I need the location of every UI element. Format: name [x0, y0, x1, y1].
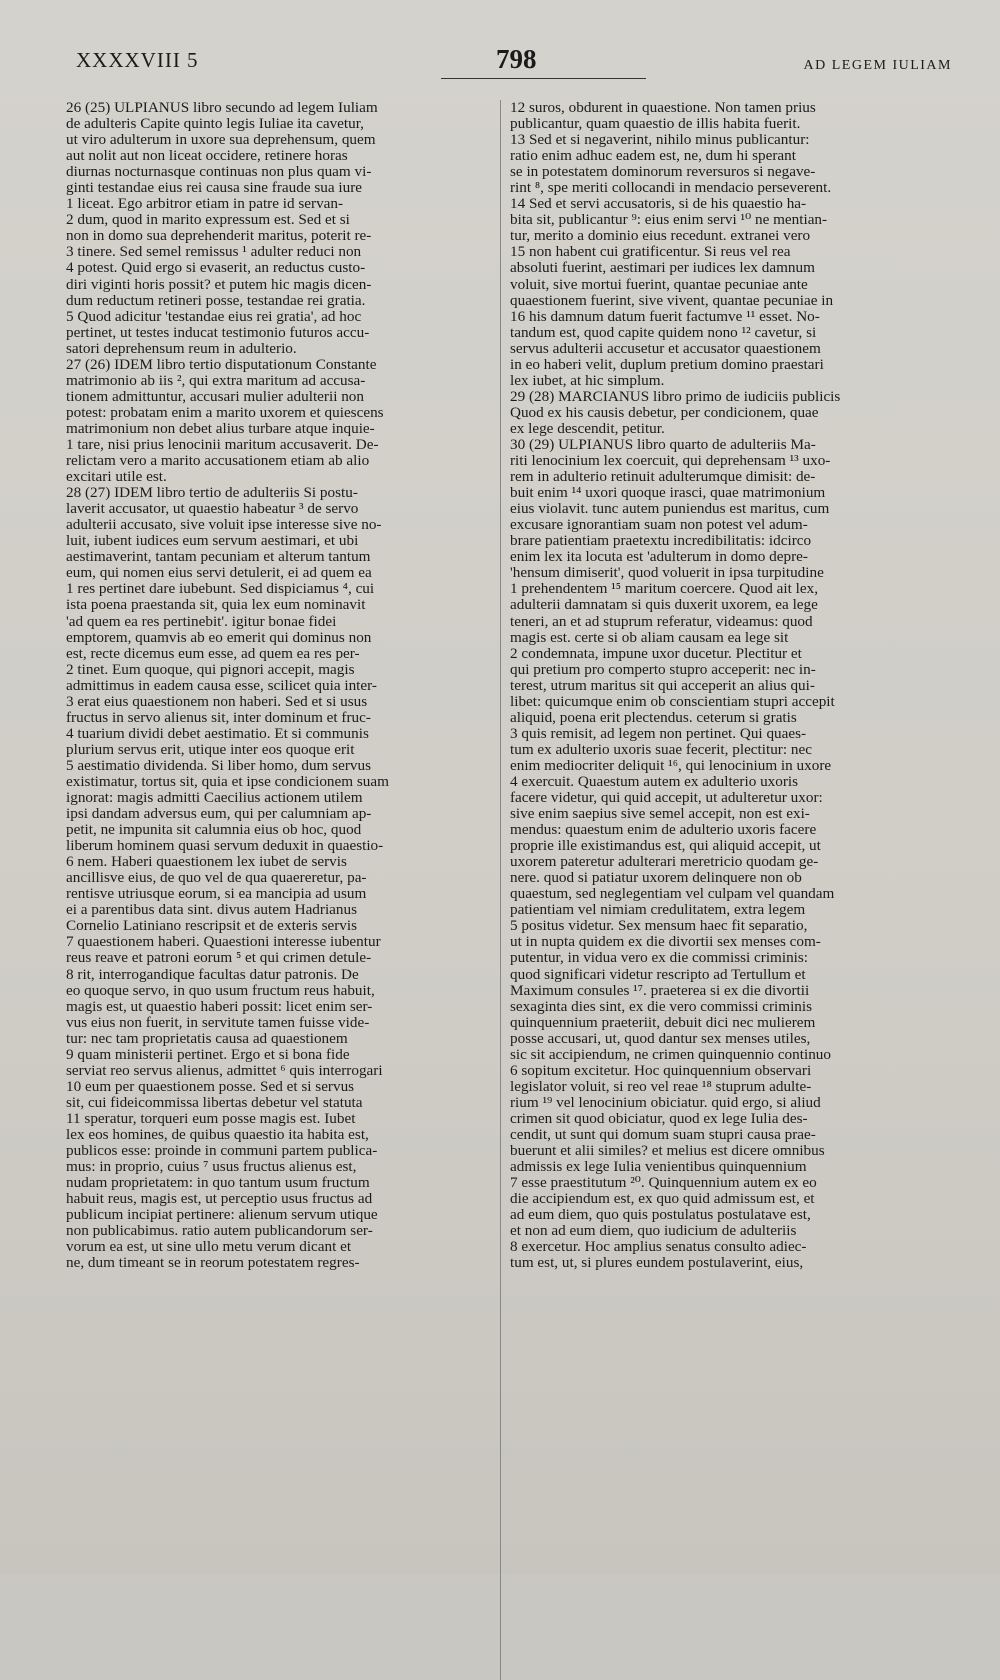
right-column-line: aliquid, poena erit plectendus. ceterum si gratis	[510, 709, 797, 726]
left-column-line: ista poena praestanda sit, quia lex eum nominavit	[66, 597, 366, 614]
right-column-line: tum est, ut, si plures eundem postulaverint, eius,	[510, 1255, 804, 1272]
left-column-line: luit, iubent iudices eum servum aestimari, et ubi	[66, 533, 359, 550]
left-column-line: serviat reo servus alienus, admittet ⁶ quis interrogari	[66, 1062, 383, 1079]
left-column-line: eum, qui nomen eius servi detulerit, ei ad quem ea	[66, 565, 372, 582]
left-column-line: 8 rit, interrogandique facultas datur patronis. De	[66, 966, 359, 983]
running-title: AD LEGEM IULIAM	[803, 58, 952, 73]
left-column-line: ignorat: magis admitti Caecilius actionem utilem	[66, 790, 363, 807]
right-column-line: admissis ex lege Iulia venientibus quinquennium	[510, 1159, 807, 1176]
left-column-line: 7 quaestionem haberi. Quaestioni interesse iubentur	[66, 934, 381, 951]
right-column-line: posse accusari, ut, quod dantur sex menses utiles,	[510, 1030, 811, 1047]
left-column-line: ei a parentibus data sint. divus autem Hadrianus	[66, 902, 358, 919]
right-column-line: putentur, in vidua vero ex die commissi criminis:	[510, 950, 809, 967]
left-column-line: reus reave et patroni eorum ⁵ et qui crimen detule-	[66, 950, 372, 967]
left-column-line: 5 Quod adicitur 'testandae eius rei gratia', ad hoc	[66, 308, 362, 325]
right-column-line: enim lex ita locuta est 'adulterum in domo depre-	[510, 549, 808, 566]
right-column-line: patientiam vel nimiam credulitatem, extra legem	[510, 902, 806, 919]
left-column-line: non in domo sua deprehenderit maritus, poterit re-	[66, 228, 372, 245]
left-column-line: tionem admittuntur, accusari mulier adulterii non	[66, 388, 364, 405]
right-column-line: sexaginta dies sint, ex die vero commissi criminis	[510, 998, 813, 1015]
left-column-line: satori deprehensum reum in adulterio.	[66, 340, 297, 357]
right-column-line: uxorem pateretur adulterari meretricio quodam ge-	[510, 854, 819, 871]
right-column-line: rium ¹⁹ vel lenocinium obiciatur. quid ergo, si aliud	[510, 1094, 821, 1111]
left-column-line: 4 potest. Quid ergo si evaserit, an reductus custo-	[66, 260, 366, 277]
right-column-line: libet: quicumque enim ob conscientiam stupri accepit	[510, 693, 835, 710]
right-column-line: 14 Sed et servi accusatoris, si de his quaestio ha-	[510, 196, 807, 213]
right-column-line: lex iubet, at hic simplum.	[510, 372, 665, 389]
right-column-line: adulterii damnatam si quis duxerit uxorem, ea lege	[510, 597, 818, 614]
left-column-line: matrimonium non debet alius turbare atque inquie-	[66, 420, 375, 437]
left-column-line: non publicabimus. ratio autem publicandorum ser-	[66, 1223, 373, 1240]
left-column-line: adulterii accusato, sive voluit ipse interesse sive no-	[66, 517, 382, 534]
left-column-line: rentisve utriusque eorum, si ea mancipia ad usum	[66, 886, 367, 903]
left-column-line: 28 (27) IDEM libro tertio de adulteriis Si postu-	[66, 485, 358, 502]
right-column-line: servus adulterii accusetur et accusator quaestionem	[510, 340, 821, 357]
left-column-line: 5 aestimatio dividenda. Si liber homo, dum servus	[66, 757, 371, 774]
right-column-line: 2 condemnata, impune uxor ducetur. Plectitur et	[510, 645, 802, 662]
left-column-line: matrimonio ab iis ², qui extra maritum ad accusa-	[66, 372, 366, 389]
right-column-line: 16 his damnum datum fuerit factumve ¹¹ esset. No-	[510, 308, 820, 325]
right-column-line: ratio enim adhuc eadem est, ne, dum hi sperant	[510, 148, 796, 165]
right-column-line: 5 positus videtur. Sex mensum haec fit separatio,	[510, 918, 808, 935]
left-column-line: 1 tare, nisi prius lenocinii maritum accusaverit. De-	[66, 436, 379, 453]
right-column-line: mendus: quaestum enim de adulterio uxoris facere	[510, 822, 817, 839]
left-column-line: 9 quam ministerii pertinet. Ergo et si bona fide	[66, 1046, 350, 1063]
left-column-line: 2 dum, quod in marito expressum est. Sed et si	[66, 212, 350, 229]
left-column-line: publicum incipiat pertinere: alienum servum utique	[66, 1207, 378, 1224]
right-column-line: rem in adulterio retinuit adulterumque dimisit: de-	[510, 469, 816, 486]
right-column-line: 'hensum dimiserit', quod voluerit in ipsa turpitudine	[510, 565, 824, 582]
right-column-line: enim mediocriter deliquit ¹⁶, qui lenocinium in uxore	[510, 757, 832, 774]
right-column-line: cendit, ut sunt qui domum suam stupri causa prae-	[510, 1127, 816, 1143]
left-column-line: sit, cui fideicommissa libertas debetur vel statuta	[66, 1094, 363, 1111]
right-column-line: 29 (28) MARCIANUS libro primo de iudiciis publicis	[510, 388, 841, 405]
left-column-line: ne, dum timeant se in reorum potestatem regres-	[66, 1255, 360, 1272]
right-column-line: quinquennium praeteriit, debuit dici nec mulierem	[510, 1014, 816, 1031]
left-column-line: excitari utile est.	[66, 469, 167, 486]
left-column-line: mus: in proprio, cuius ⁷ usus fructus alienus est,	[66, 1159, 357, 1176]
right-column-line: nere. quod si patiatur uxorem delinquere non ob	[510, 870, 802, 887]
right-column-line: et non ad eum diem, quo iudicium de adulteriis	[510, 1223, 797, 1240]
left-column-line: ancillisve eius, de quo vel de qua quaereretur, pa-	[66, 870, 367, 887]
right-column-line: quod significari videtur rescripto ad Tertullum et	[510, 966, 806, 983]
left-column	[66, 100, 492, 1680]
left-column-line: petit, ne impunita sit calumnia eius ob hoc, quod	[66, 822, 362, 839]
right-column-line: teneri, an et ad stuprum referatur, videamus: quod	[510, 613, 813, 630]
column-divider	[500, 100, 501, 1680]
right-column-line: rint ⁸, spe meriti collocandi in mendacio perseverent.	[510, 180, 832, 197]
right-column-line: quaestum, sed neglegentiam vel culpam vel quandam	[510, 886, 835, 903]
left-column-line: 6 nem. Haberi quaestionem lex iubet de servis	[66, 854, 347, 871]
right-column-line: crimen sit quod obiciatur, quod ex lege Iulia des-	[510, 1110, 808, 1127]
left-column-line: nudam proprietatem: in quo tantum usum fructum	[66, 1175, 370, 1192]
right-column-line: 7 esse praestitutum ²⁰. Quinquennium autem ex eo	[510, 1175, 817, 1192]
right-column-line: die accipiendum est, ex quo quid admissum est, et	[510, 1191, 815, 1208]
left-column-line: lex eos homines, de quibus quaestio ita habita est,	[66, 1127, 369, 1143]
left-column-line: ipsi dandam adversus eum, qui per calumniam ap-	[66, 806, 372, 823]
right-column-line: Quod ex his causis debetur, per condicionem, quae	[510, 404, 819, 421]
right-column-line: Maximum consules ¹⁷. praeterea si ex die divortii	[510, 982, 810, 999]
left-column-line: eo quoque servo, in quo usum fructum reus habuit,	[66, 982, 375, 999]
right-column-line: tur, merito a dominio eius recedunt. extranei vero	[510, 228, 811, 245]
left-column-line: pertinet, ut testes inducat testimonio futuros accu-	[66, 324, 370, 341]
left-column-line: 4 tuarium dividi debet aestimatio. Et si communis	[66, 725, 369, 742]
right-column-line: 13 Sed et si negaverint, nihilo minus publicantur:	[510, 132, 810, 149]
right-column-line: 1 prehendentem ¹⁵ maritum coercere. Quod ait lex,	[510, 581, 818, 598]
left-column-line: 26 (25) ULPIANUS libro secundo ad legem Iuliam	[66, 100, 378, 116]
right-column-line: 12 suros, obdurent in quaestione. Non tamen prius	[510, 100, 816, 116]
left-column-line: 1 res pertinet dare iubebunt. Sed dispiciamus ⁴, cui	[66, 581, 375, 598]
left-column-line: 3 erat eius quaestionem non haberi. Sed et si usus	[66, 693, 368, 710]
left-column-line: est, recte dicemus eum esse, ad quem ea res per-	[66, 645, 360, 662]
book-reference: XXXXVIII 5	[76, 48, 199, 72]
left-column-line: Cornelio Latiniano rescripsit et de exteris servis	[66, 918, 358, 935]
right-column-line: tum ex adulterio uxoris suae fecerit, plectitur: nec	[510, 741, 812, 758]
left-column-line: vus eius non fuerit, in servitute tamen fuisse vide-	[66, 1014, 370, 1031]
right-column-line: excusare ignorantiam suam non potest vel adum-	[510, 517, 808, 534]
left-column-line: plurium servus erit, utique inter eos quoque erit	[66, 741, 355, 758]
right-column-line: qui pretium pro comperto stupro acceperit: nec in-	[510, 661, 816, 678]
left-column-line: fructus in servo alienus sit, inter dominum et fruc-	[66, 709, 371, 726]
right-column-line: sic sit accipiendum, ne crimen quinquennio continuo	[510, 1046, 831, 1063]
right-column-line: ex lege descendit, petitur.	[510, 420, 665, 437]
left-column-line: laverit accusator, ut quaestio habeatur ³ de servo	[66, 501, 359, 518]
right-column-line: absoluti fuerint, aestimari per iudices lex damnum	[510, 260, 815, 277]
left-column-line: 27 (26) IDEM libro tertio disputationum Constante	[66, 356, 377, 373]
right-column-line: facere videtur, qui quid accepit, ut adulteretur uxor:	[510, 790, 823, 807]
left-column-line: 'ad quem ea res pertinebit'. igitur bonae fidei	[66, 613, 337, 630]
left-column-line: liberum hominem quasi servum deduxit in quaestio-	[66, 838, 384, 855]
left-column-line: 3 tinere. Sed semel remissus ¹ adulter reduci non	[66, 244, 362, 261]
right-column-line: voluit, sive mortui fuerint, quantae pecuniae ante	[510, 276, 808, 293]
right-column-line: bita sit, publicantur ⁹: eius enim servi ¹⁰ ne mentian-	[510, 212, 828, 229]
right-column-line: 6 sopitum excitetur. Hoc quinquennium observari	[510, 1062, 812, 1079]
right-column-line: tandum est, quod capite quidem nono ¹² cavetur, si	[510, 324, 817, 341]
right-column-line: 8 exercetur. Hoc amplius senatus consulto adiec-	[510, 1239, 807, 1256]
right-column-line: se in potestatem dominorum reversuros si negave-	[510, 164, 816, 181]
right-column-line: riti lenocinium lex coercuit, qui deprehensam ¹³ uxo-	[510, 453, 831, 470]
left-column-line: publicos esse: proinde in communi partem publica-	[66, 1143, 378, 1160]
right-column-line: sive enim saepius sive semel accepit, non est exi-	[510, 806, 810, 823]
left-column-line: 11 speratur, torqueri eum posse magis est. Iubet	[66, 1110, 356, 1127]
right-column-line: eius violavit. tunc autem puniendus est maritus, cum	[510, 501, 830, 518]
right-column-line: publicantur, quam quaestio de illis habita fuerit.	[510, 116, 801, 133]
left-column-line: potest: probatam enim a marito uxorem et quiescens	[66, 404, 384, 421]
right-column-line: brare patientiam praetextu incredibilitatis: idcirco	[510, 533, 812, 550]
right-column-line: magis est. certe si ob aliam causam ea lege sit	[510, 629, 789, 646]
right-column-line: buit enim ¹⁴ uxori quoque irasci, quae matrimonium	[510, 485, 826, 502]
left-column-line: emptorem, quamvis ab eo emerit qui dominus non	[66, 629, 372, 646]
left-column-line: vorum ea est, ut sine ullo metu verum dicant et	[66, 1239, 352, 1256]
right-column-line: ad eum diem, quo quis postulatus postulatave est,	[510, 1207, 811, 1224]
right-column-line: legislator voluit, si reo vel reae ¹⁸ stuprum adulte-	[510, 1078, 812, 1095]
left-column-line: habuit reus, magis est, ut perceptio usus fructus ad	[66, 1191, 373, 1208]
left-column-line: tur: nec tam proprietatis causa ad quaestionem	[66, 1030, 348, 1047]
page-header	[76, 44, 952, 84]
right-column-line: buerunt et alii similes? et melius est dicere omnibus	[510, 1143, 825, 1160]
right-column-line: terest, utrum maritus sit qui acceperit an alius qui-	[510, 677, 815, 694]
right-column-line: ut in nupta quidem ex die divortii sex menses com-	[510, 934, 821, 951]
right-column-line: 3 quis remisit, ad legem non pertinet. Qui quaes-	[510, 725, 807, 742]
left-column-line: dum reductum retineri posse, testandae rei gratia.	[66, 292, 366, 309]
right-column-line: proprie ille existimandus est, qui aliquid accepit, ut	[510, 838, 821, 855]
left-column-line: ut viro adulterum in uxore sua deprehensum, quem	[66, 132, 376, 149]
left-column-line: relictam vero a marito accusationem etiam ab alio	[66, 453, 370, 470]
right-column	[510, 100, 944, 1680]
left-column-line: 10 eum per quaestionem posse. Sed et si servus	[66, 1078, 355, 1095]
right-column-line: 15 non habent cui gratificentur. Si reus vel rea	[510, 244, 791, 261]
left-column-line: 1 liceat. Ego arbitror etiam in patre id servan-	[66, 196, 344, 213]
page-number: 798	[496, 44, 537, 74]
right-column-line: 4 exercuit. Quaestum autem ex adulterio uxoris	[510, 773, 799, 790]
left-column-line: existimatur, tortus sit, quia et ipse condicionem suam	[66, 773, 389, 790]
right-column-line: quaestionem fuerint, sive vivent, quantae pecuniae in	[510, 292, 834, 309]
left-column-line: magis est, ut quaestio haberi possit: licet enim ser-	[66, 998, 373, 1015]
left-column-line: aestimaverint, tantam pecuniam et alterum tantum	[66, 549, 371, 566]
left-column-line: aut nolit aut non liceat occidere, retinere horas	[66, 148, 348, 165]
left-column-line: 2 tinet. Eum quoque, qui pignori accepit, magis	[66, 661, 355, 678]
left-column-line: diurnas nocturnasque continuas non plus quam vi-	[66, 164, 372, 181]
header-rule	[441, 78, 646, 79]
left-column-line: de adulteris Capite quinto legis Iuliae ita cavetur,	[66, 116, 364, 133]
right-column-line: in eo haberi velit, duplum pretium domino praestari	[510, 356, 824, 373]
left-column-line: ginti testandae eius rei causa sine fraude sua iure	[66, 180, 363, 197]
right-column-line: 30 (29) ULPIANUS libro quarto de adulteriis Ma-	[510, 436, 816, 453]
left-column-line: diri viginti horis possit? et putem hic magis dicen-	[66, 276, 372, 293]
left-column-line: admittimus in eadem causa esse, scilicet quia inter-	[66, 677, 377, 694]
